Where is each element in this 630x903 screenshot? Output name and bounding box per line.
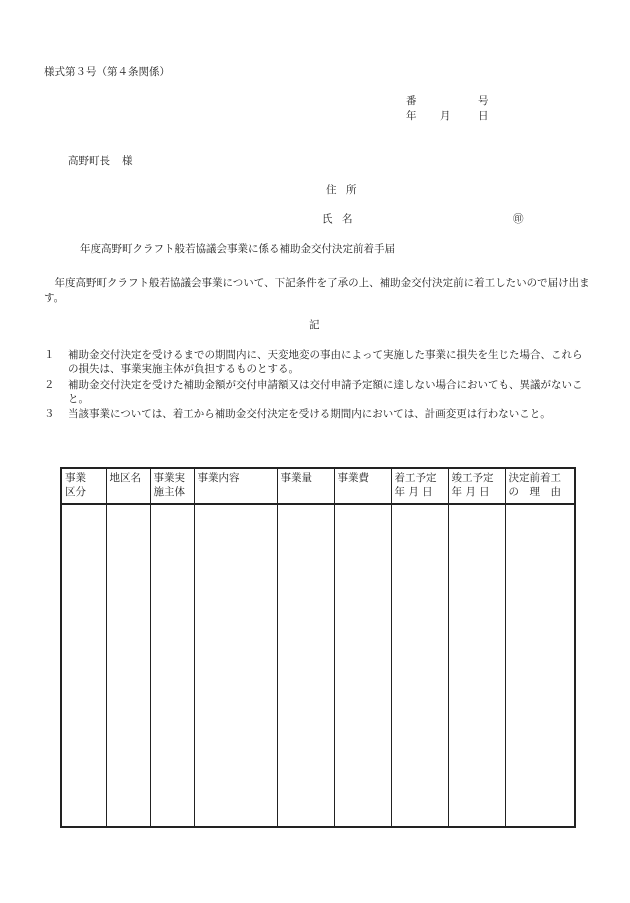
ban-label: 番 xyxy=(406,95,417,107)
addressee xyxy=(68,155,133,168)
table-cell[interactable] xyxy=(150,504,194,827)
condition-number: １ xyxy=(44,349,55,361)
condition-text: 当該事業については、着工から補助金交付決定を受ける期間内においては、計画変更は行わないこと。 xyxy=(68,408,551,420)
header-jigyo-naiyo: 事業内容 xyxy=(194,468,277,504)
project-table xyxy=(60,467,576,828)
date-year-label: 年 xyxy=(406,110,417,122)
seal-mark: ㊞ xyxy=(513,213,524,225)
go-label: 号 xyxy=(478,95,489,107)
condition-text: 補助金交付決定を受けた補助金額が交付申請額又は交付申請予定額に達しない場合においても、異議がないこと。 xyxy=(68,379,583,405)
table-cell[interactable] xyxy=(448,504,505,827)
body-text: 年度高野町クラフト般若協議会事業について、下記条件を了承の上、補助金交付決定前に着工したいので届け出ます。 xyxy=(44,277,590,304)
condition-item xyxy=(44,407,592,421)
addressee-honorific: 様 xyxy=(122,155,133,167)
condition-text: 補助金交付決定を受けるまでの期間内に、天変地変の事由によって実施した事業に損失を生じた場合、これらの損失は、事業実施主体が負担するものとする。 xyxy=(68,349,583,375)
header-riyu: 決定前着工 の 理 由 xyxy=(505,468,575,504)
name-label: 氏 名 xyxy=(322,213,353,225)
header-jigyoryo: 事業量 xyxy=(277,468,334,504)
header-jisshi-shutai: 事業実 施主体 xyxy=(150,468,194,504)
header-jigyo-kubun: 事業 区分 xyxy=(61,468,106,504)
ki-heading: 記 xyxy=(309,319,320,331)
condition-item xyxy=(44,378,592,406)
table-cell[interactable] xyxy=(391,504,448,827)
form-number: 様式第３号（第４条関係） xyxy=(44,66,170,78)
table-cell[interactable] xyxy=(277,504,334,827)
table-header-row xyxy=(61,468,575,504)
date-month-label: 月 xyxy=(440,110,451,122)
document-number-line xyxy=(406,95,489,108)
header-shunko-yotei: 竣工予定 年 月 日 xyxy=(448,468,505,504)
condition-number: ２ xyxy=(44,379,55,391)
header-jigyohi: 事業費 xyxy=(334,468,391,504)
date-day-label: 日 xyxy=(478,110,489,122)
table-cell[interactable] xyxy=(194,504,277,827)
table-cell[interactable] xyxy=(61,504,106,827)
table-cell[interactable] xyxy=(334,504,391,827)
document-title: 年度高野町クラフト般若協議会事業に係る補助金交付決定前着手届 xyxy=(80,243,395,255)
date-line xyxy=(406,110,489,123)
header-chikumei: 地区名 xyxy=(106,468,150,504)
table-cell[interactable] xyxy=(106,504,150,827)
condition-item xyxy=(44,348,592,376)
header-chakko-yotei: 着工予定 年 月 日 xyxy=(391,468,448,504)
address-label: 住 所 xyxy=(326,184,357,196)
condition-number: ３ xyxy=(44,408,55,420)
table-cell[interactable] xyxy=(505,504,575,827)
addressee-name: 高野町長 xyxy=(68,155,110,167)
table-body-row xyxy=(61,504,575,827)
